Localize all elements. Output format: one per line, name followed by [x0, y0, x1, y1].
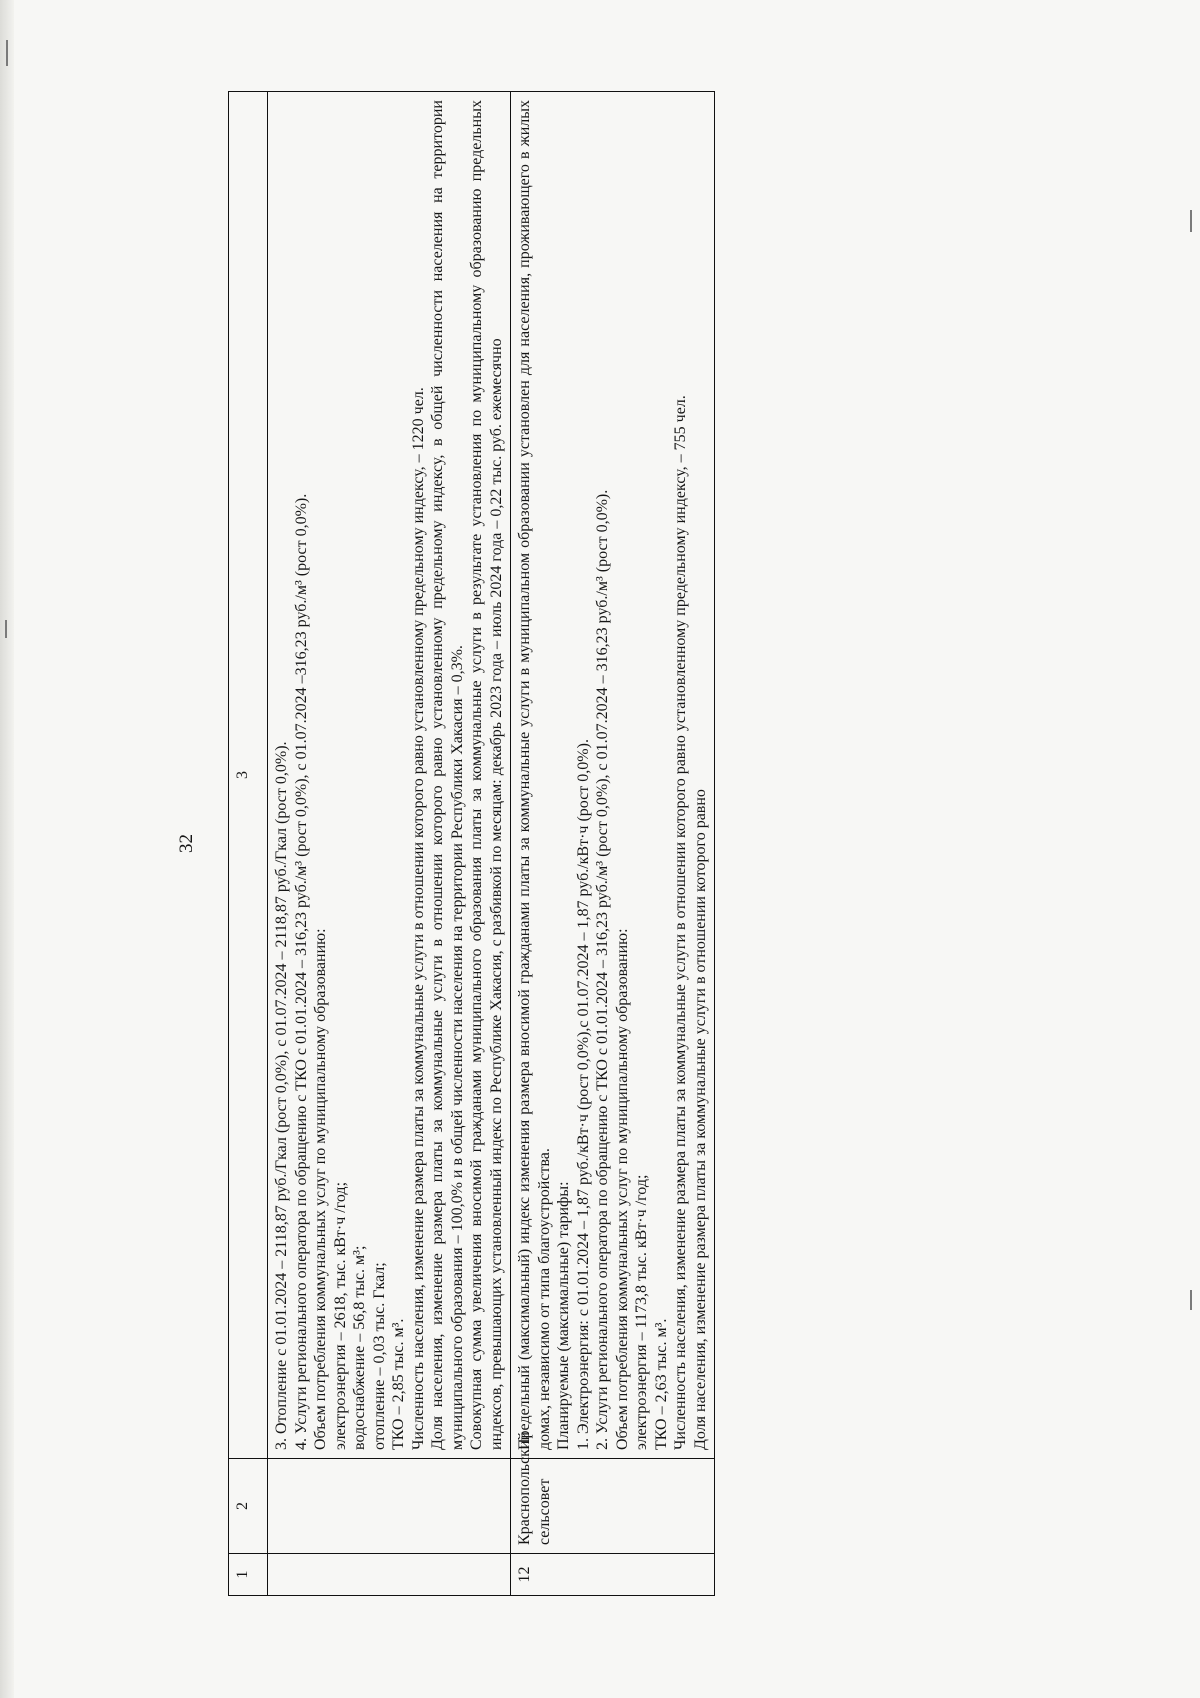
row-number-cell: 12 [511, 1554, 715, 1596]
text-line: Предельный (максимальный) индекс изменения размера вносимой гражданами платы за коммунальные услуги в муниципальном образовании установлен для населения, проживающего в жилых домах, независимо от типа благоустройства. [516, 100, 553, 1450]
scan-artifact [5, 620, 7, 638]
municipality-cell: Краснопольский сельсовет [511, 1459, 715, 1554]
text-line: Совокупная сумма увеличения вносимой гражданами муниципального образования платы за коммунальные услуги в результате установления по муниципальному образованию предельных индексов, превышающих установленный индекс по Республике Хакасия, с разбивкой по месяцам: декабрь 2023 года – июль 2024 года – 0,22 тыс. руб. ежемесячно [468, 100, 505, 1450]
text-line: электроэнергия – 2618, тыс. кВт·ч /год; [331, 1181, 349, 1450]
table-row [268, 92, 511, 1596]
rotated-page [160, 91, 1078, 1596]
text-line: 1. Электроэнергия: с 01.01.2024 – 1,87 руб./кВт·ч (рост 0,0%),с 01.07.2024 – 1,87 руб./кВт·ч (рост 0,0%). [574, 739, 592, 1450]
document-table [228, 91, 715, 1596]
text-line: Объем потребления коммунальных услуг по муниципальному образованию: [613, 928, 631, 1450]
scan-artifact [1190, 1290, 1192, 1310]
table-row [511, 92, 715, 1596]
row-number-cell [268, 1554, 511, 1596]
text-line: Объем потребления коммунальных услуг по муниципальному образованию: [312, 928, 330, 1450]
text-line: ТКО – 2,63 тыс. м³. [652, 1318, 670, 1450]
text-line: Численность населения, изменение размера платы за коммунальные услуги в отношении которого равно установленному предельному индексу, – 1220 чел. [409, 387, 427, 1450]
municipality-cell [268, 1459, 511, 1554]
text-line: Доля населения, изменение размера платы за коммунальные услуги в отношении которого равно установленному предельному индексу, в общей численности населения на территории муниципального образования – 100,0% и в общей численности населения на территории Республики Хакасия – 0,3%. [429, 100, 466, 1450]
scan-artifact [1190, 210, 1192, 232]
header-cell-3: 3 [229, 92, 268, 1459]
header-cell-2: 2 [229, 1459, 268, 1554]
text-line: водоснабжение – 56,8 тыс. м³; [351, 1245, 369, 1450]
header-cell-1: 1 [229, 1554, 268, 1596]
text-line: ТКО – 2,85 тыс. м³. [390, 1318, 408, 1450]
text-line: Численность населения, изменение размера платы за коммунальные услуги в отношении которого равно установленному предельному индексу, – 755 чел. [672, 395, 690, 1450]
details-cell [511, 92, 715, 1459]
text-line: 2. Услуги регионального оператора по обращению с ТКО с 01.01.2024 – 316,23 руб./м³ (рост 0,0%), с 01.07.2024 – 316,23 руб./м³ (рост 0,0%). [594, 489, 612, 1450]
details-cell [268, 92, 511, 1459]
scan-artifact [6, 40, 8, 66]
scan-edge [0, 0, 14, 1698]
text-line: отопление – 0,03 тыс. Гкал; [370, 1262, 388, 1450]
text-line: Планируемые (максимальные) тарифы: [555, 1181, 573, 1450]
page-number: 32 [176, 834, 197, 853]
text-line: 3. Отопление с 01.01.2024 – 2118,87 руб./Гкал (рост 0,0%), с 01.07.2024 – 2118,87 руб./Гкал (рост 0,0%). [273, 741, 290, 1450]
text-line: 4. Услуги регионального оператора по обращению с ТКО с 01.01.2024 – 316,23 руб./м³ (рост 0,0%), с 01.07.2024 –316,23 руб./м³ (рост 0,0%). [292, 493, 310, 1450]
text-line: электроэнергия – 1173,8 тыс. кВт·ч /год; [633, 1174, 651, 1450]
text-line: Доля населения, изменение размера платы за коммунальные услуги в отношении которого равно [691, 789, 709, 1450]
table-header-row [229, 92, 268, 1596]
